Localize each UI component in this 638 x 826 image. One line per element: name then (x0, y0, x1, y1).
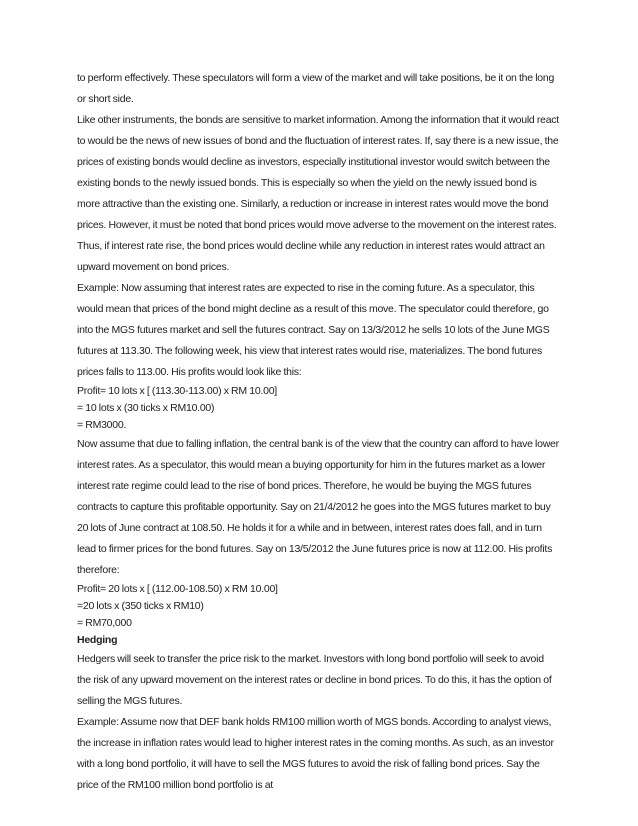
section-heading-hedging: Hedging (77, 634, 118, 646)
profit-calc-2-line-2: =20 lots x (350 ticks x RM10) (77, 600, 204, 612)
profit-calc-2-line-1: Profit= 20 lots x [ (112.00-108.50) x RM 10.00] (77, 583, 278, 595)
example-speculator-sell: Example: Now assuming that interest rates are expected to rise in the coming future. As a speculator, this would mean that prices of the bond might decline as a result of this move. The speculator could therefore, go into the MGS futures market and sell the futures contract. Say on 13/3/2012 he sells 10 lots of the June MGS futures at 113.30. The following week, his view that interest rates would rise, materializes. The bond futures prices falls to 113.00. His profits would look like this: (77, 282, 550, 378)
example-hedger: Example: Assume now that DEF bank holds RM100 million worth of MGS bonds. According to analyst views, the increase in inflation rates would lead to higher interest rates in the coming months. As such, as an investor with a long bond portfolio, it will have to sell the MGS futures to avoid the risk of falling bond prices. Say the price of the RM100 million bond portfolio is at (77, 716, 554, 791)
paragraph-bond-sensitivity: Like other instruments, the bonds are sensitive to market information. Among the information that it would react to would be the news of new issues of bond and the fluctuation of interest rates. If, say there is a new issue, the prices of existing bonds would decline as investors, especially institutional investor would switch between the existing bonds to the newly issued bonds. This is especially so when the yield on the newly issued bond is more attractive than the existing one. Similarly, a reduction or increase in interest rates would move the bond prices. However, it must be noted that bond prices would move adverse to the movement on the interest rates. Thus, if interest rate rise, the bond prices would decline while any reduction in interest rates would attract an upward movement on bond prices. (77, 114, 559, 273)
profit-calc-1-line-1: Profit= 10 lots x [ (113.30-113.00) x RM 10.00] (77, 385, 277, 397)
example-speculator-buy: Now assume that due to falling inflation, the central bank is of the view that the country can afford to have lower interest rates. As a speculator, this would mean a buying opportunity for him in the futures market as a lower interest rate regime could lead to the rise of bond prices. Therefore, he would be buying the MGS futures contracts to capture this profitable opportunity. Say on 21/4/2012 he goes into the MGS futures market to buy 20 lots of June contract at 108.50. He holds it for a while and in between, interest rates does fall, and in turn lead to firmer prices for the bond futures. Say on 13/5/2012 the June futures price is now at 112.00. His profits therefore: (77, 438, 559, 576)
profit-calc-2-line-3: = RM70,000 (77, 617, 132, 629)
profit-calc-1-line-3: = RM3000. (77, 419, 127, 431)
paragraph-hedging: Hedgers will seek to transfer the price risk to the market. Investors with long bond portfolio will seek to avoid the risk of any upward movement on the interest rates or decline in bond prices. To do this, it has the option of selling the MGS futures. (77, 653, 552, 707)
paragraph-speculators: to perform effectively. These speculators will form a view of the market and will take positions, be it on the long or short side. (77, 72, 555, 105)
profit-calc-1-line-2: = 10 lots x (30 ticks x RM10.00) (77, 402, 215, 414)
document-page (77, 68, 559, 796)
